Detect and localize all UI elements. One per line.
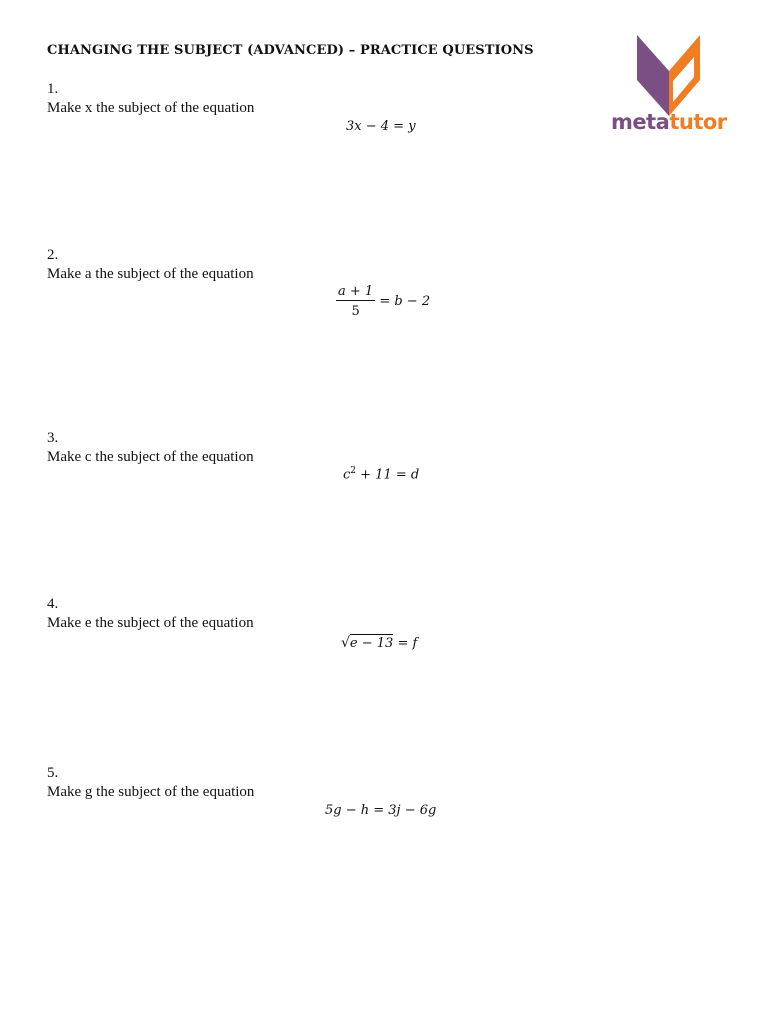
question-text: Make e the subject of the equation [47,615,254,631]
radicand: e − 13 [349,636,394,651]
fraction-denominator: 5 [351,304,360,319]
question-text: Make c the subject of the equation [47,449,254,465]
question-1 [47,80,747,118]
question-text: Make g the subject of the equation [47,784,255,800]
question-text: Make a the subject of the equation [47,266,254,282]
question-number: 5. [47,765,59,781]
question-3 [47,429,747,467]
question-number: 4. [47,596,59,612]
equation-exponent: 2 [350,466,357,476]
page-title: CHANGING THE SUBJECT (ADVANCED) – PRACTICE QUESTIONS [47,43,534,58]
equation-base: c [343,467,351,483]
equation-rest: + 11 = d [360,467,420,483]
square-root [341,636,393,650]
fraction [336,285,375,318]
radical-sign-icon: √ [341,635,350,651]
equation-4 [341,636,417,650]
fraction-numerator: a + 1 [338,284,374,299]
equation-3 [343,467,419,481]
question-number: 2. [47,247,59,263]
logo-wordmark-meta: meta [611,110,670,134]
question-number: 1. [47,81,59,97]
logo-wordmark-tutor: tutor [669,110,727,134]
equation-2 [336,285,430,318]
question-text: Make x the subject of the equation [47,100,255,116]
equation-1: 3x − 4 = y [346,119,416,134]
equation-5: 5g − h = 3j − 6g [325,803,437,818]
question-number: 3. [47,430,59,446]
question-2 [47,246,747,284]
equation-rest: = b − 2 [379,294,431,309]
question-5 [47,764,747,802]
question-4 [47,595,747,633]
equation-rest: = f [397,636,418,651]
